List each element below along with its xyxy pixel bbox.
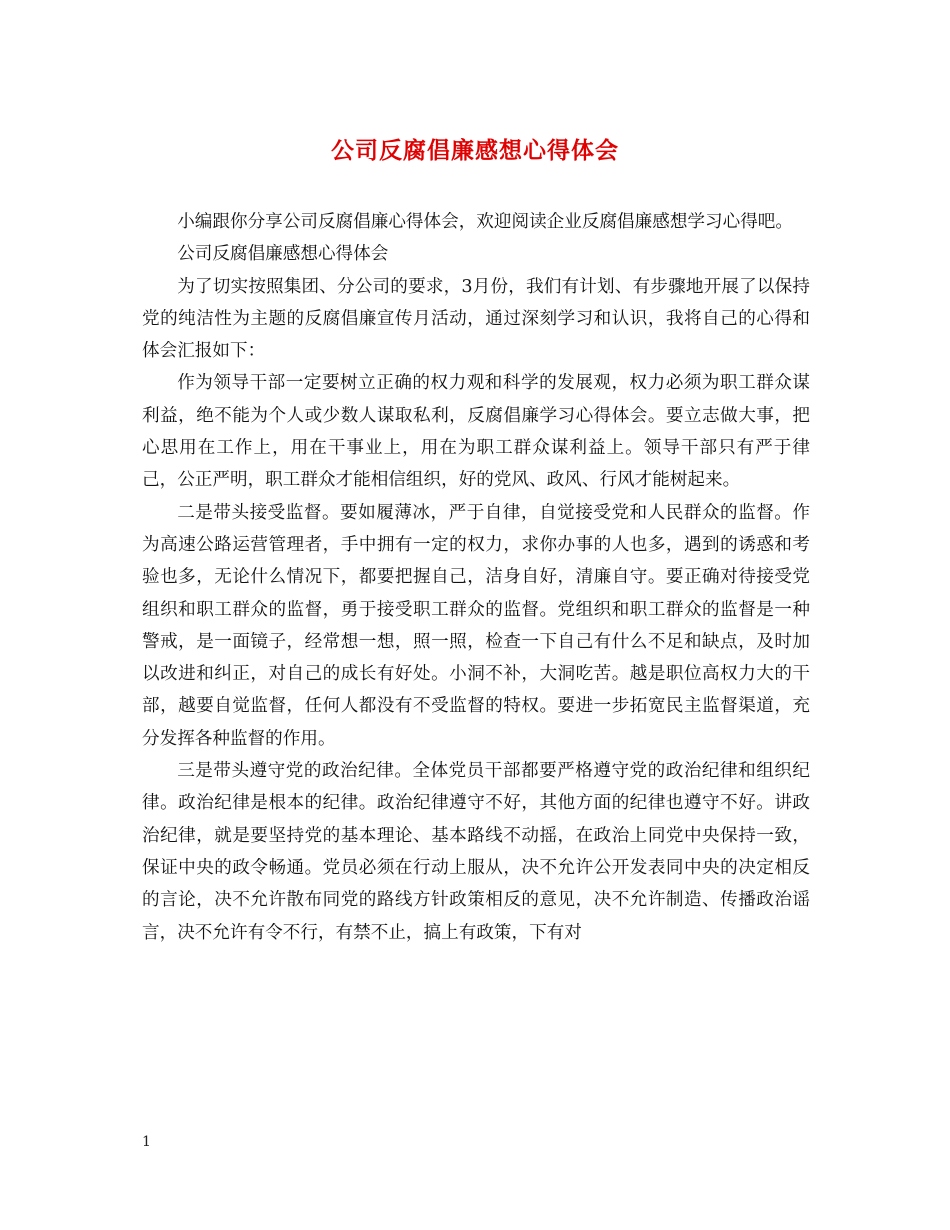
paragraph-4: 三是带头遵守党的政治纪律。全体党员干部都要严格遵守党的政治纪律和组织纪律。政治纪律是根本的纪律。政治纪律遵守不好，其他方面的纪律也遵守不好。讲政治纪律，就是要坚持党的基本理论、基本路线不动摇，在政治上同党中央保持一致，保证中央的政令畅通。党员必须在行动上服从，决不允许公开发表同中央的决定相反的言论，决不允许散布同党的路线方针政策相反的意见，决不允许制造、传播政治谣言，决不允许有令不行，有禁不止，搞上有政策，下有对	[142, 761, 810, 943]
paragraph-subtitle: 公司反腐倡廉感想心得体会	[177, 244, 389, 265]
paragraph-1: 为了切实按照集团、分公司的要求，3月份，我们有计划、有步骤地开展了以保持党的纯洁性为主题的反腐倡廉宣传月活动，通过深刻学习和认识，我将自己的心得和体会汇报如下：	[142, 276, 810, 362]
paragraph-3: 二是带头接受监督。要如履薄冰，严于自律，自觉接受党和人民群众的监督。作为高速公路运营管理者，手中拥有一定的权力，求你办事的人也多，遇到的诱惑和考验也多，无论什么情况下，都要把握自己，洁身自好，清廉自守。要正确对待接受党组织和职工群众的监督，勇于接受职工群众的监督。党组织和职工群众的监督是一种警戒，是一面镜子，经常想一想，照一照，检查一下自己有什么不足和缺点，及时加以改进和纠正，对自己的成长有好处。小洞不补，大洞吃苦。越是职位高权力大的干部，越要自觉监督，任何人都没有不受监督的特权。要进一步拓宽民主监督渠道，充分发挥各种监督的作用。	[142, 502, 810, 749]
document-body	[142, 206, 810, 949]
document-title: 公司反腐倡廉感想心得体会	[331, 137, 619, 164]
paragraph-2: 作为领导干部一定要树立正确的权力观和科学的发展观，权力必须为职工群众谋利益，绝不能为个人或少数人谋取私利，反腐倡廉学习心得体会。要立志做大事，把心思用在工作上，用在干事业上，用在为职工群众谋利益上。领导干部只有严于律己，公正严明，职工群众才能相信组织，好的党风、政风、行风才能树起来。	[142, 373, 810, 491]
paragraph-intro: 小编跟你分享公司反腐倡廉心得体会，欢迎阅读企业反腐倡廉感想学习心得吧。	[177, 212, 793, 232]
page-number: 1	[142, 1134, 151, 1150]
